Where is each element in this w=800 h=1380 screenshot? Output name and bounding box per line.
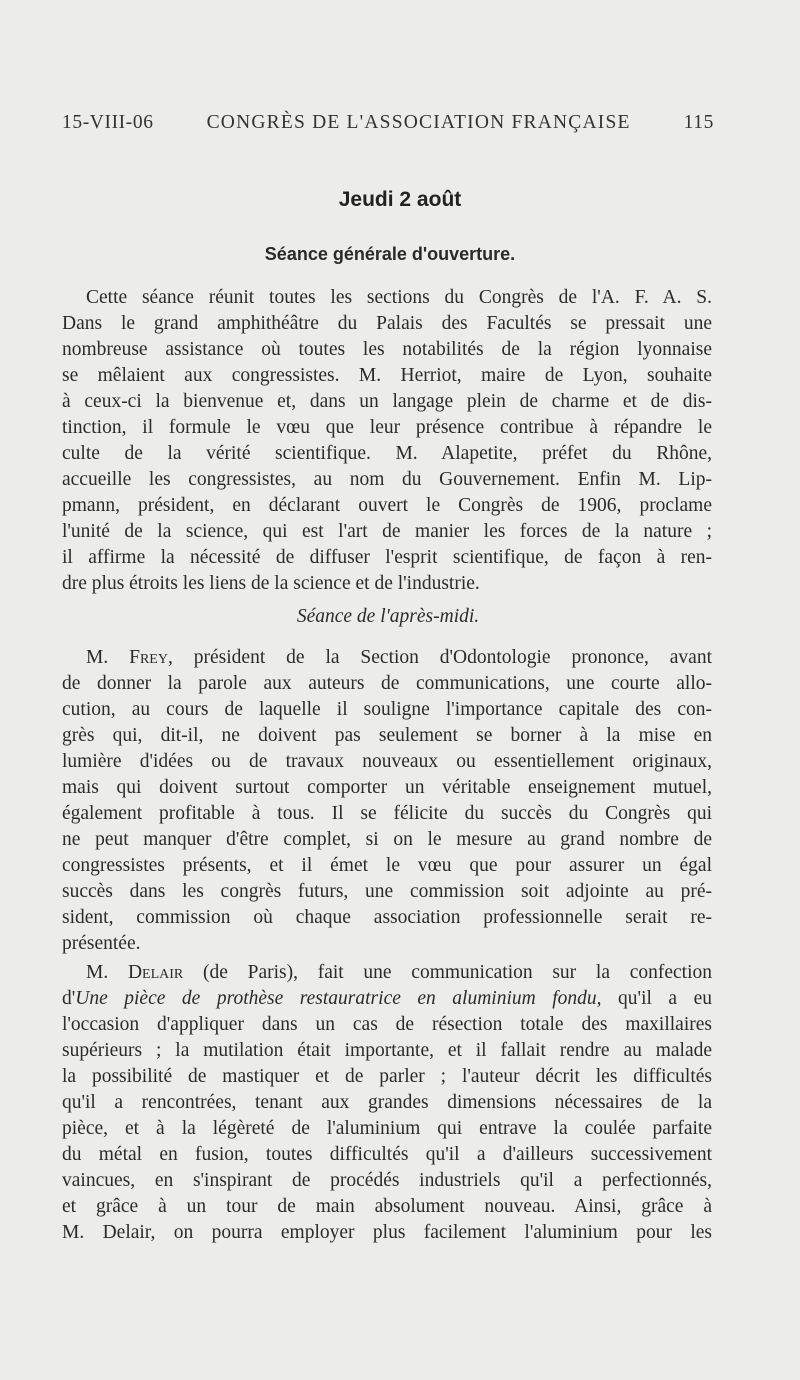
text-line: cution, au cours de laquelle il souligne l'importance capitale des con- [62, 699, 712, 720]
text-line: se mêlaient aux congressistes. M. Herriot, maire de Lyon, souhaite [62, 365, 712, 386]
text-line [62, 960, 712, 986]
paragraph-frey [62, 645, 712, 957]
text-line [62, 645, 712, 671]
text-line: l'occasion d'appliquer dans un cas de résection totale des maxillaires [62, 1014, 712, 1035]
paragraph-opening-session [62, 285, 712, 597]
running-head [62, 112, 714, 134]
text-line: M. Delair, on pourra employer plus facilement l'aluminium pour les [62, 1222, 712, 1243]
text-line: succès dans les congrès futurs, une commission soit adjointe au pré- [62, 881, 712, 902]
text-line: dre plus étroits les liens de la science et de l'industrie. [62, 573, 480, 594]
speaker-prefix: M. [86, 962, 128, 983]
text-line: grès qui, dit-il, ne doivent pas seulement se borner à la mise en [62, 725, 712, 746]
line-rest: , président de la Section d'Odontologie prononce, avant [167, 647, 712, 668]
paragraph-delair [62, 960, 712, 1246]
line-prefix: d' [62, 988, 76, 1009]
text-line: l'unité de la science, qui est l'art de manier les forces de la nature ; [62, 521, 712, 542]
text-line: vaincues, en s'inspirant de procédés industriels qu'il a perfectionnés, [62, 1170, 712, 1191]
text-line: sident, commission où chaque association professionnelle serait re- [62, 907, 712, 928]
text-line: culte de la vérité scientifique. M. Alapetite, préfet du Rhône, [62, 443, 712, 464]
text-line: nombreuse assistance où toutes les notabilités de la région lyonnaise [62, 339, 712, 360]
text-line: pmann, président, en déclarant ouvert le Congrès de 1906, proclame [62, 495, 712, 516]
communication-title: Une pièce de prothèse restauratrice en aluminium fondu [75, 988, 597, 1009]
text-line: mais qui doivent surtout comporter un véritable enseignement mutuel, [62, 777, 712, 798]
section-title: Jeudi 2 août [338, 188, 462, 211]
header-date: 15-VIII-06 [62, 112, 154, 133]
text-line: congressistes présents, et il émet le vœu que pour assurer un égal [62, 855, 712, 876]
text-line: il affirme la nécessité de diffuser l'esprit scientifique, de façon à ren- [62, 547, 712, 568]
text-line: pièce, et à la légèreté de l'aluminium qui entrave la coulée parfaite [62, 1118, 712, 1139]
text-line: et grâce à un tour de main absolument nouveau. Ainsi, grâce à [62, 1196, 712, 1217]
page-number: 115 [683, 112, 714, 133]
text-line: la possibilité de mastiquer et de parler ; l'auteur décrit les difficultés [62, 1066, 712, 1087]
line-rest: (de Paris), fait une communication sur la confection [183, 962, 712, 983]
text-line: supérieurs ; la mutilation était importante, et il fallait rendre au malade [62, 1040, 712, 1061]
text-line: ne peut manquer d'être complet, si on le mesure au grand nombre de [62, 829, 712, 850]
afternoon-session-title: Séance de l'après-midi. [296, 606, 480, 627]
text-line: présentée. [62, 933, 141, 954]
speaker-prefix: M. [86, 647, 130, 668]
text-line [62, 986, 712, 1012]
text-line: à ceux-ci la bienvenue et, dans un langage plein de charme et de dis- [62, 391, 712, 412]
session-title: Séance générale d'ouverture. [264, 244, 516, 264]
text-line: tinction, il formule le vœu que leur présence contribue à répandre le [62, 417, 712, 438]
text-line: de donner la parole aux auteurs de communications, une courte allo- [62, 673, 712, 694]
text-line: également profitable à tous. Il se félicite du succès du Congrès qui [62, 803, 712, 824]
speaker-name: Frey [129, 647, 168, 668]
header-title: CONGRÈS DE L'ASSOCIATION FRANÇAISE [206, 112, 631, 133]
text-line: Dans le grand amphithéâtre du Palais des Facultés se pressait une [62, 313, 712, 334]
line-rest: , qu'il a eu [596, 988, 712, 1009]
speaker-name: Delair [127, 962, 184, 983]
text-line: lumière d'idées ou de travaux nouveaux ou essentiellement originaux, [62, 751, 712, 772]
text-line: accueille les congressistes, au nom du Gouvernement. Enfin M. Lip- [62, 469, 712, 490]
text-line: qu'il a rencontrées, tenant aux grandes dimensions nécessaires de la [62, 1092, 712, 1113]
text-line: Cette séance réunit toutes les sections du Congrès de l'A. F. A. S. [86, 287, 712, 308]
text-line: du métal en fusion, toutes difficultés qu'il a d'ailleurs successivement [62, 1144, 712, 1165]
